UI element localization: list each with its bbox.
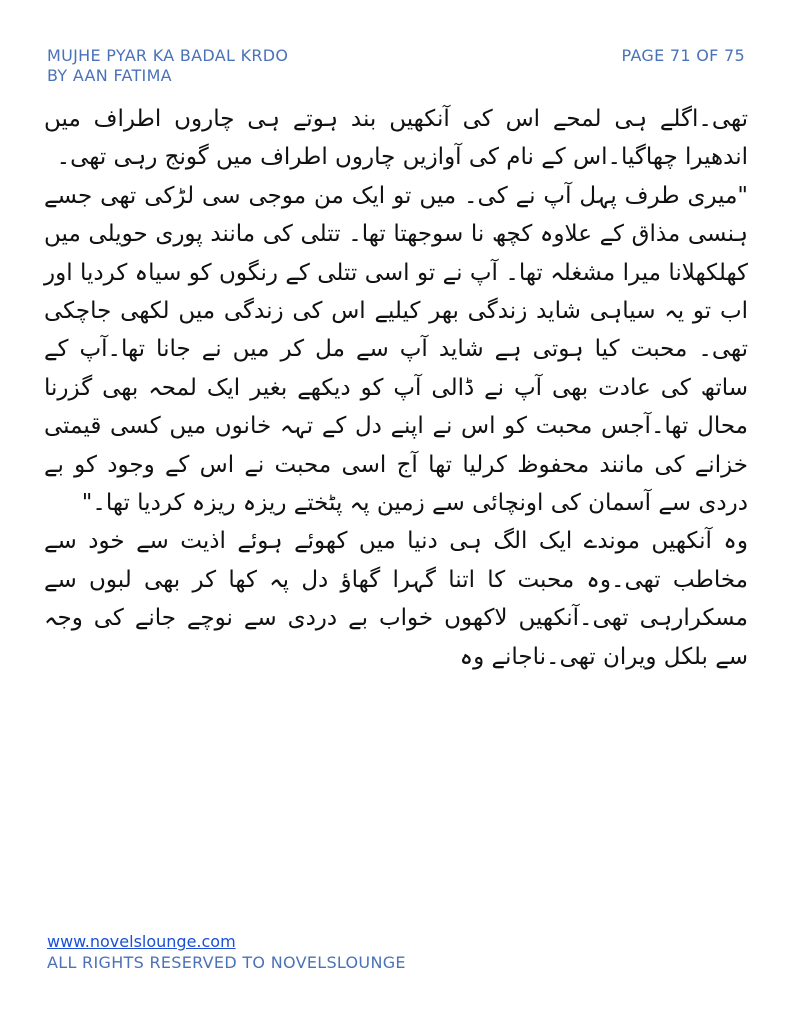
paragraph: تھی۔اگلے ہی لمحے اس کی آنکھیں بند ہوتے ہی چاروں اطراف میں اندھیرا چھاگیا۔اس کے نام کی آوازیں چاروں اطراف میں گونج رہی تھی۔ (44, 106, 748, 171)
story-text (44, 100, 748, 676)
page-header (47, 46, 745, 90)
copyright-notice: ALL RIGHTS RESERVED TO NOVELSLOUNGE (47, 953, 406, 972)
page-number: PAGE 71 OF 75 (621, 46, 745, 65)
paragraph: "میری طرف پہل آپ نے کی۔ میں تو ایک من موجی سی لڑکی تھی جسے ہنسی مذاق کے علاوہ کچھ نا سوجھتا تھا۔ تتلی کی مانند پوری حویلی میں کھلکھلانا میرا مشغلہ تھا۔ آپ نے تو اسی تتلی کے رنگوں کو سیاہ کردیا اور اب تو یہ سیاہی شاید زندگی بھر کیلیے اس کی زندگی میں لکھی جاچکی تھی۔ محبت کیا ہوتی ہے شاید آپ سے مل کر میں نے جانا تھا۔آپ کے ساتھ کی عادت بھی آپ نے ڈالی آپ کو دیکھے بغیر ایک لمحہ بھی گزرنا محال تھا۔آجس محبت کو اس نے اپنے دل کے تہہ خانوں میں کسی قیمتی خزانے کی مانند محفوظ کرلیا تھا آج اسی محبت نے اس کے وجود کو بے دردی سے آسمان کی اونچائی سے زمین پہ پٹختے ریزہ ریزہ کردیا تھا۔" (44, 182, 748, 517)
paragraph: وہ آنکھیں موندے ایک الگ ہی دنیا میں کھوئے ہوئے اذیت سے خود سے مخاطب تھی۔وہ محبت کا اتنا گہرا گھاؤ دل پہ کھا کر بھی لبوں سے مسکرارہی تھی۔آنکھیں لاکھوں خواب بے دردی سے نوچے جانے کی وجہ سے بلکل ویران تھی۔ناجانے وہ (44, 528, 748, 670)
website-link[interactable]: www.novelslounge.com (47, 932, 236, 951)
book-title: MUJHE PYAR KA BADAL KRDO (47, 46, 289, 65)
book-info (47, 46, 288, 86)
page-footer (47, 932, 406, 974)
author-name: BY AAN FATIMA (47, 66, 172, 85)
